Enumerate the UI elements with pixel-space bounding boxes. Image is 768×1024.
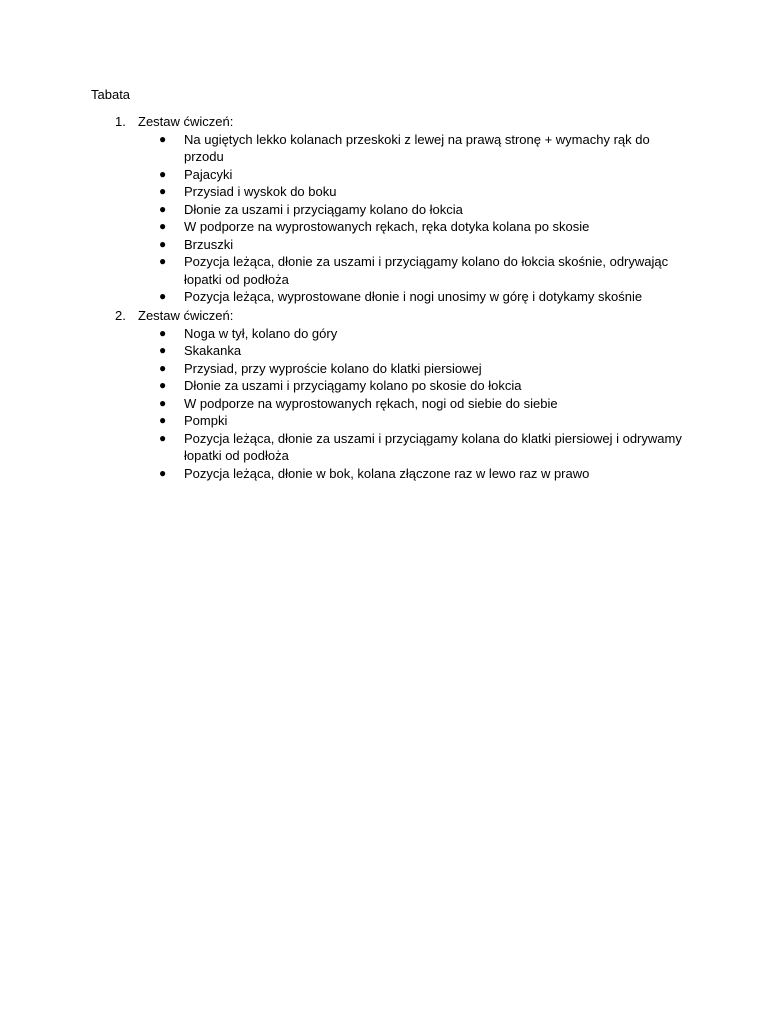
exercise-text: Przysiad i wyskok do boku xyxy=(184,184,337,199)
bullet-icon: ● xyxy=(159,254,167,268)
bullet-icon: ● xyxy=(159,236,167,251)
list-item xyxy=(0,183,684,201)
exercise-text: Pozycja leżąca, dłonie w bok, kolana złączone raz w lewo raz w prawo xyxy=(184,465,590,481)
bullet-icon: ● xyxy=(159,289,167,303)
exercise-list xyxy=(0,325,768,483)
exercise-text: Pozycja leżąca, dłonie za uszami i przyciągamy kolana do klatki piersiowej i odrywamy łopatki od podłoża xyxy=(184,430,682,463)
bullet-icon: ● xyxy=(159,465,167,480)
bullet-icon: ● xyxy=(159,395,167,410)
bullet-icon: ● xyxy=(159,166,167,181)
set-label: Zestaw ćwiczeń: xyxy=(138,114,234,129)
bullet-icon: ● xyxy=(159,219,167,233)
exercise-text: Noga w tył, kolano do góry xyxy=(184,325,338,341)
exercise-text: Pajacyki xyxy=(184,166,233,182)
list-item xyxy=(0,412,684,430)
list-item xyxy=(0,377,684,395)
exercise-text: Skakanka xyxy=(184,343,242,358)
exercise-text: Pozycja leżąca, dłonie za uszami i przyciągamy kolano do łokcia skośnie, odrywając łopatki od podłoża xyxy=(184,254,669,287)
list-item xyxy=(0,131,684,166)
list-item xyxy=(0,201,684,219)
document-title: Tabata xyxy=(91,87,131,102)
set-number: 2. xyxy=(115,308,126,323)
list-item xyxy=(0,342,684,360)
exercise-text: Przysiad, przy wyproście kolano do klatki piersiowej xyxy=(184,360,482,376)
list-item xyxy=(0,218,684,236)
exercise-text: Dłonie za uszami i przyciągamy kolano po skosie do łokcia xyxy=(184,378,522,393)
list-item xyxy=(0,430,684,465)
bullet-icon: ● xyxy=(159,413,167,427)
exercise-text: Pozycja leżąca, wyprostowane dłonie i nogi unosimy w górę i dotykamy skośnie xyxy=(184,289,643,304)
set-number: 1. xyxy=(115,114,126,129)
bullet-icon: ● xyxy=(159,430,167,445)
list-item xyxy=(0,253,684,288)
list-item xyxy=(0,325,684,343)
exercise-text: W podporze na wyprostowanych rękach, ręka dotyka kolana po skosie xyxy=(184,219,590,234)
bullet-icon: ● xyxy=(159,378,167,392)
set-heading xyxy=(0,307,768,325)
list-item xyxy=(0,395,684,413)
bullet-icon: ● xyxy=(159,360,167,375)
list-item xyxy=(0,465,684,483)
list-item xyxy=(0,288,684,306)
exercise-text: Dłonie za uszami i przyciągamy kolano do łokcia xyxy=(184,201,463,217)
exercise-text: Na ugiętych lekko kolanach przeskoki z lewej na prawą stronę + wymachy rąk do przodu xyxy=(184,131,650,164)
bullet-icon: ● xyxy=(159,201,167,216)
list-item xyxy=(0,360,684,378)
bullet-icon: ● xyxy=(159,343,167,357)
exercise-text: Brzuszki xyxy=(184,236,234,252)
set-heading xyxy=(0,113,768,131)
exercise-text: W podporze na wyprostowanych rękach, nogi od siebie do siebie xyxy=(184,395,558,411)
list-item xyxy=(0,166,684,184)
exercise-text: Pompki xyxy=(184,413,228,428)
bullet-icon: ● xyxy=(159,325,167,340)
exercise-set-1 xyxy=(0,113,768,306)
bullet-icon: ● xyxy=(159,131,167,146)
exercise-list xyxy=(0,131,768,306)
set-label: Zestaw ćwiczeń: xyxy=(138,308,234,323)
list-item xyxy=(0,236,684,254)
bullet-icon: ● xyxy=(159,184,167,198)
exercise-set-2 xyxy=(0,307,768,482)
